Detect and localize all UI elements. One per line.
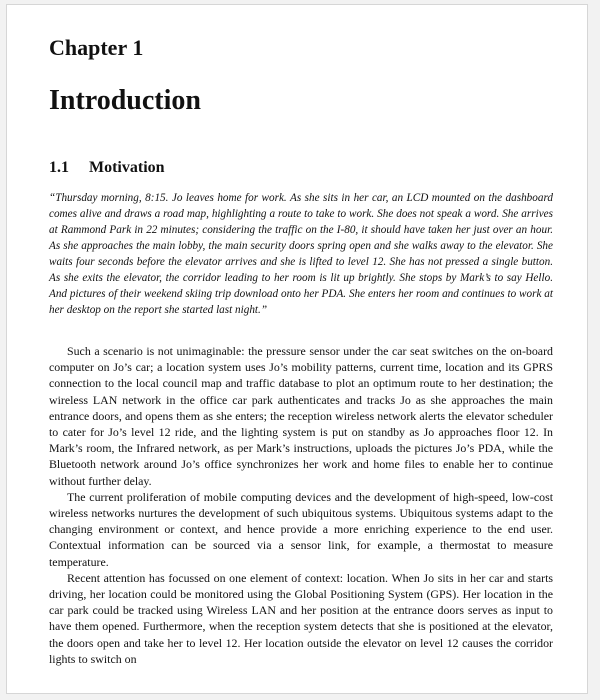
body-text <box>49 343 553 667</box>
paragraph: Recent attention has focussed on one element of context: location. When Jo sits in her car and starts driving, her location could be monitored using the Global Positioning System (GPS). Her location in the car park could be tracked using Wireless LAN and her position at the entrance doors serves as input to have them opened. Furthermore, when the reception system detects that she is positioned at the elevator, the doors open and take her to level 12. Her location outside the elevator on level 12 causes the corridor lights to switch on <box>49 570 553 666</box>
document-page <box>6 4 588 694</box>
chapter-title: Introduction <box>49 85 201 116</box>
paragraph: Such a scenario is not unimaginable: the pressure sensor under the car seat switches on the on-board computer on Jo’s car; a location system uses Jo’s mobility patterns, current time, location and its GPRS connection to the local council map and traffic database to plot an optimum route to her destination; the wireless LAN network in the office car park authenticates and tracks Jo as she approaches the main entrance doors, and opens them as she enters; the reception wireless network alerts the elevator scheduler to cater for Jo’s level 12 ride, and the lighting system is put on standby as Jo approaches floor 12. In Mark’s room, the Infrared network, as per Mark’s instructions, uploads the pictures Jo’s PDA, while the Bluetooth network around Jo’s office synchronizes her work and home files to enable her to continue without further delay. <box>49 344 553 488</box>
section-heading <box>49 159 165 177</box>
paragraph: The current proliferation of mobile computing devices and the development of high-speed, low-cost wireless networks nurtures the development of such ubiquitous systems. Ubiquitous systems adapt to the changing environment or context, and hence provide a more enriching experience to the end user. Contextual information can be sourced via a sensor link, for example, a thermostat to measure temperature. <box>49 489 553 569</box>
section-number: 1.1 <box>49 159 69 176</box>
chapter-label: Chapter 1 <box>49 35 144 60</box>
section-title: Motivation <box>89 159 165 176</box>
scenario-quote: “Thursday morning, 8:15. Jo leaves home for work. As she sits in her car, an LCD mounted on the dashboard comes alive and draws a road map, highlighting a route to take to work. She does not speak a word. She arrives at Rammond Park in 22 minutes; considering the traffic on the I-80, it should have taken her just over an hour. As she approaches the main lobby, the main security doors spring open and she walks away to the elevator. She waits four seconds before the elevator arrives and she is lifted to level 12. She has not pressed a single button. As she exits the elevator, the corridor leading to her room is lit up brightly. She stops by Mark’s to say Hello. And pictures of their weekend skiing trip download onto her PDA. She enters her room and continues to work at her desktop on the report she started last night.” <box>49 192 553 316</box>
